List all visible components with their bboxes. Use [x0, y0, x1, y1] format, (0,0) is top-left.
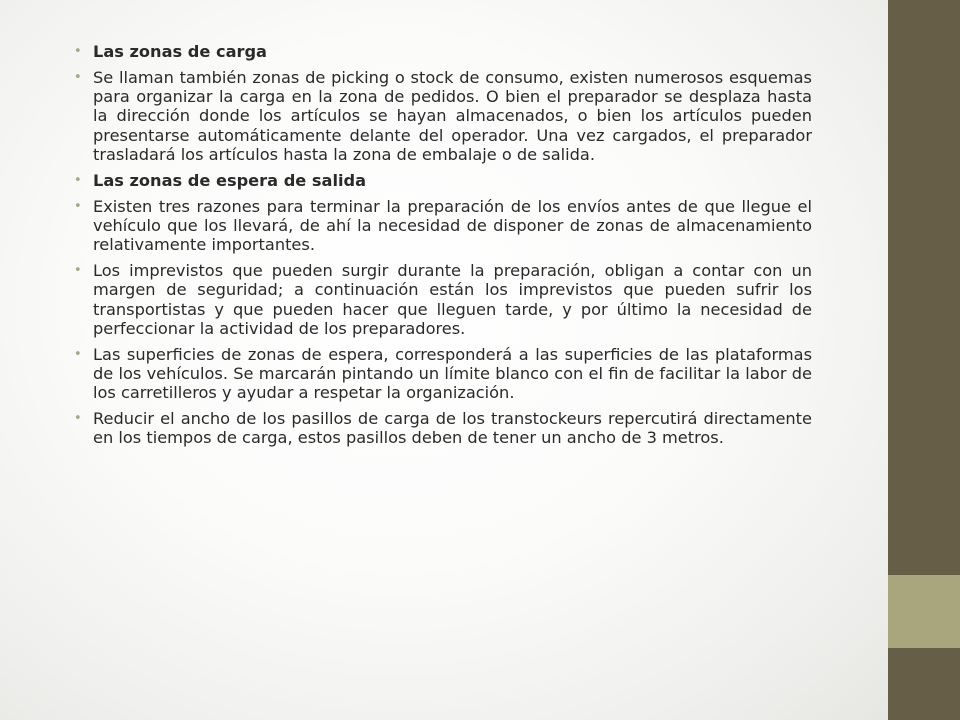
- sidebar-dark-bottom: [888, 648, 960, 720]
- bullet-list: [74, 42, 812, 448]
- bullet-item-imprevistos: [74, 261, 812, 338]
- sidebar-accent-band: [888, 575, 960, 648]
- sidebar-dark-top: [888, 0, 960, 575]
- bullet-text: Reducir el ancho de los pasillos de carga de los transtockeurs repercutirá directamente en los tiempos de carga, estos pasillos deben de tener un ancho de 3 metros.: [93, 409, 812, 448]
- slide-content: [74, 42, 812, 454]
- bullet-dot-icon: •: [74, 411, 82, 427]
- bullet-dot-icon: •: [74, 69, 82, 85]
- bullet-item-pasillos: [74, 409, 812, 448]
- bullet-dot-icon: •: [74, 262, 82, 278]
- bullet-text: Las superficies de zonas de espera, corresponderá a las superficies de las plataformas de los vehículos. Se marcarán pintando un límite blanco con el fin de facilitar la labor de los carretilleros y ayudar a respetar la organización.: [93, 344, 812, 403]
- bullet-item-razones: [74, 197, 812, 255]
- bullet-dot-icon: •: [74, 198, 82, 214]
- bullet-item-superficies: [74, 345, 812, 403]
- bullet-dot-icon: •: [74, 172, 82, 188]
- bullet-dot-icon: •: [74, 44, 82, 59]
- bullet-text: Existen tres razones para terminar la preparación de los envíos antes de que llegue el vehículo que los llevará, de ahí la necesidad de disponer de zonas de almacenamiento relativamente importantes.: [93, 196, 812, 255]
- bullet-text: Se llaman también zonas de picking o stock de consumo, existen numerosos esquemas para organizar la carga en la zona de pedidos. O bien el preparador se desplaza hasta la dirección donde los artículos se hayan almacenados, o bien los artículos pueden presentarse automáticamente delante del operador. Una vez cargados, el preparador trasladará los artículos hasta la zona de embalaje o de salida.: [93, 67, 812, 164]
- bullet-text: Las zonas de espera de salida: [93, 170, 367, 190]
- bullet-item-picking: [74, 68, 812, 164]
- bullet-text: Las zonas de carga: [93, 42, 267, 61]
- bullet-item-heading-carga: [74, 42, 812, 61]
- bullet-dot-icon: •: [74, 346, 82, 362]
- bullet-item-heading-espera: [74, 171, 812, 190]
- bullet-text: Los imprevistos que pueden surgir durante la preparación, obligan a contar con un margen de seguridad; a continuación están los imprevistos que pueden sufrir los transportistas y que pueden hacer que lleguen tarde, y por último la necesidad de perfeccionar la actividad de los preparadores.: [93, 260, 812, 338]
